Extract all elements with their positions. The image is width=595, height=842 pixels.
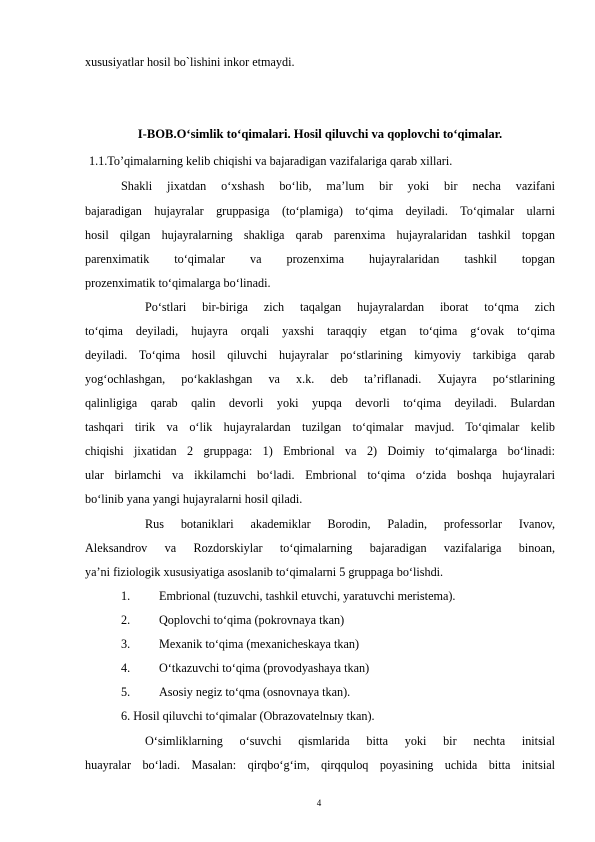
page-number: 4 bbox=[316, 798, 322, 808]
para2-line: ular birlamchi va ikkilamchi bo‘ladi. Embrional to‘qima o‘zida boshqa hujayralari bbox=[85, 468, 555, 482]
para2-line: to‘qima deyiladi, hujayra orqali yaxshi taraqqiy etgan to‘qima g‘ovak to‘qima bbox=[85, 324, 555, 338]
para2-line: qalinligiga qarab qalin devorli yoki yupqa devorli to‘qima deyiladi. Bulardan bbox=[85, 396, 555, 410]
list-item: Mexanik to‘qima (mexanicheskaya tkan) bbox=[159, 637, 360, 651]
para1-line: prozenximatik to‘qimalarga bo‘linadi. bbox=[85, 276, 271, 290]
chapter-heading: I-BOB.O‘simlik to‘qimalari. Hosil qiluvchi va qoplovchi to‘qimalar. bbox=[137, 127, 503, 141]
para2-line: Po‘stlari bir-biriga zich taqalgan hujayralardan iborat to‘qma zich bbox=[145, 300, 555, 314]
list-item-number: 4. bbox=[121, 661, 131, 675]
para1-line: hosil qilgan hujayralarning shakliga qarab parenxima hujayralaridan tashkil topgan bbox=[85, 228, 555, 242]
list-item: Qoplovchi to‘qima (pokrovnaya tkan) bbox=[159, 613, 345, 627]
list-item: O‘tkazuvchi to‘qima (provodyashaya tkan) bbox=[159, 661, 370, 675]
list-item: Embrional (tuzuvchi, tashkil etuvchi, yaratuvchi meristema). bbox=[159, 589, 456, 603]
para4-line: huayralar bo‘ladi. Masalan: qirqbo‘g‘im, qirqquloq poyasining uchida bitta initsial bbox=[85, 758, 555, 772]
list-item-number: 3. bbox=[121, 637, 131, 651]
list-item-number: 2. bbox=[121, 613, 131, 627]
para4-line: O‘simliklarning o‘suvchi qismlarida bitta yoki bir nechta initsial bbox=[145, 734, 555, 748]
section-subheading: 1.1.To’qimalarning kelib chiqishi va bajaradigan vazifalariga qarab xillari. bbox=[89, 154, 453, 168]
para2-line: yog‘ochlashgan, po‘kaklashgan va x.k. deb ta’riflanadi. Xujayra po‘stlarining bbox=[85, 372, 555, 386]
para2-line: deyiladi. To‘qima hosil qiluvchi hujayralar po‘stlarining kimyoviy tarkibiga qarab bbox=[85, 348, 555, 362]
para2-line: tashqari tirik va o‘lik hujayralardan tuzilgan to‘qimalar mavjud. To‘qimalar kelib bbox=[85, 420, 555, 434]
para1-line: bajaradigan hujayralar gruppasiga (to‘plamiga) to‘qima deyiladi. To‘qimalar ularni bbox=[85, 204, 555, 218]
list-item-number: 5. bbox=[121, 685, 131, 699]
list-item: Asosiy negiz to‘qma (osnovnaya tkan). bbox=[159, 685, 351, 699]
list-item-number: 1. bbox=[121, 589, 131, 603]
para2-line: chiqishi jixatidan 2 gruppaga: 1) Embrional va 2) Doimiy to‘qimalarga bo‘linadi: bbox=[85, 444, 555, 458]
para3-line: ya’ni fiziologik xususiyatiga asoslanib to‘qimalarni 5 gruppaga bo‘lishdi. bbox=[85, 565, 444, 579]
para1-line: parenximatik to‘qimalar va prozenxima hujayralaridan tashkil topgan bbox=[85, 252, 555, 266]
list-item-6: 6. Hosil qiluvchi to‘qimalar (Obrazovatelnыy tkan). bbox=[121, 709, 375, 723]
para2-line: bo‘linib yana yangi hujayralarni hosil qiladi. bbox=[85, 492, 303, 506]
top-line: xususiyatlar hosil bo`lishini inkor etmaydi. bbox=[85, 55, 295, 69]
para3-line: Rus botaniklari akademiklar Borodin, Paladin, professorlar Ivanov, bbox=[145, 517, 555, 531]
para1-line: Shakli jixatdan o‘xshash bo‘lib, ma’lum bir yoki bir necha vazifani bbox=[121, 179, 555, 193]
para3-line: Aleksandrov va Rozdorskiylar to‘qimalarning bajaradigan vazifalariga binoan, bbox=[85, 541, 555, 555]
